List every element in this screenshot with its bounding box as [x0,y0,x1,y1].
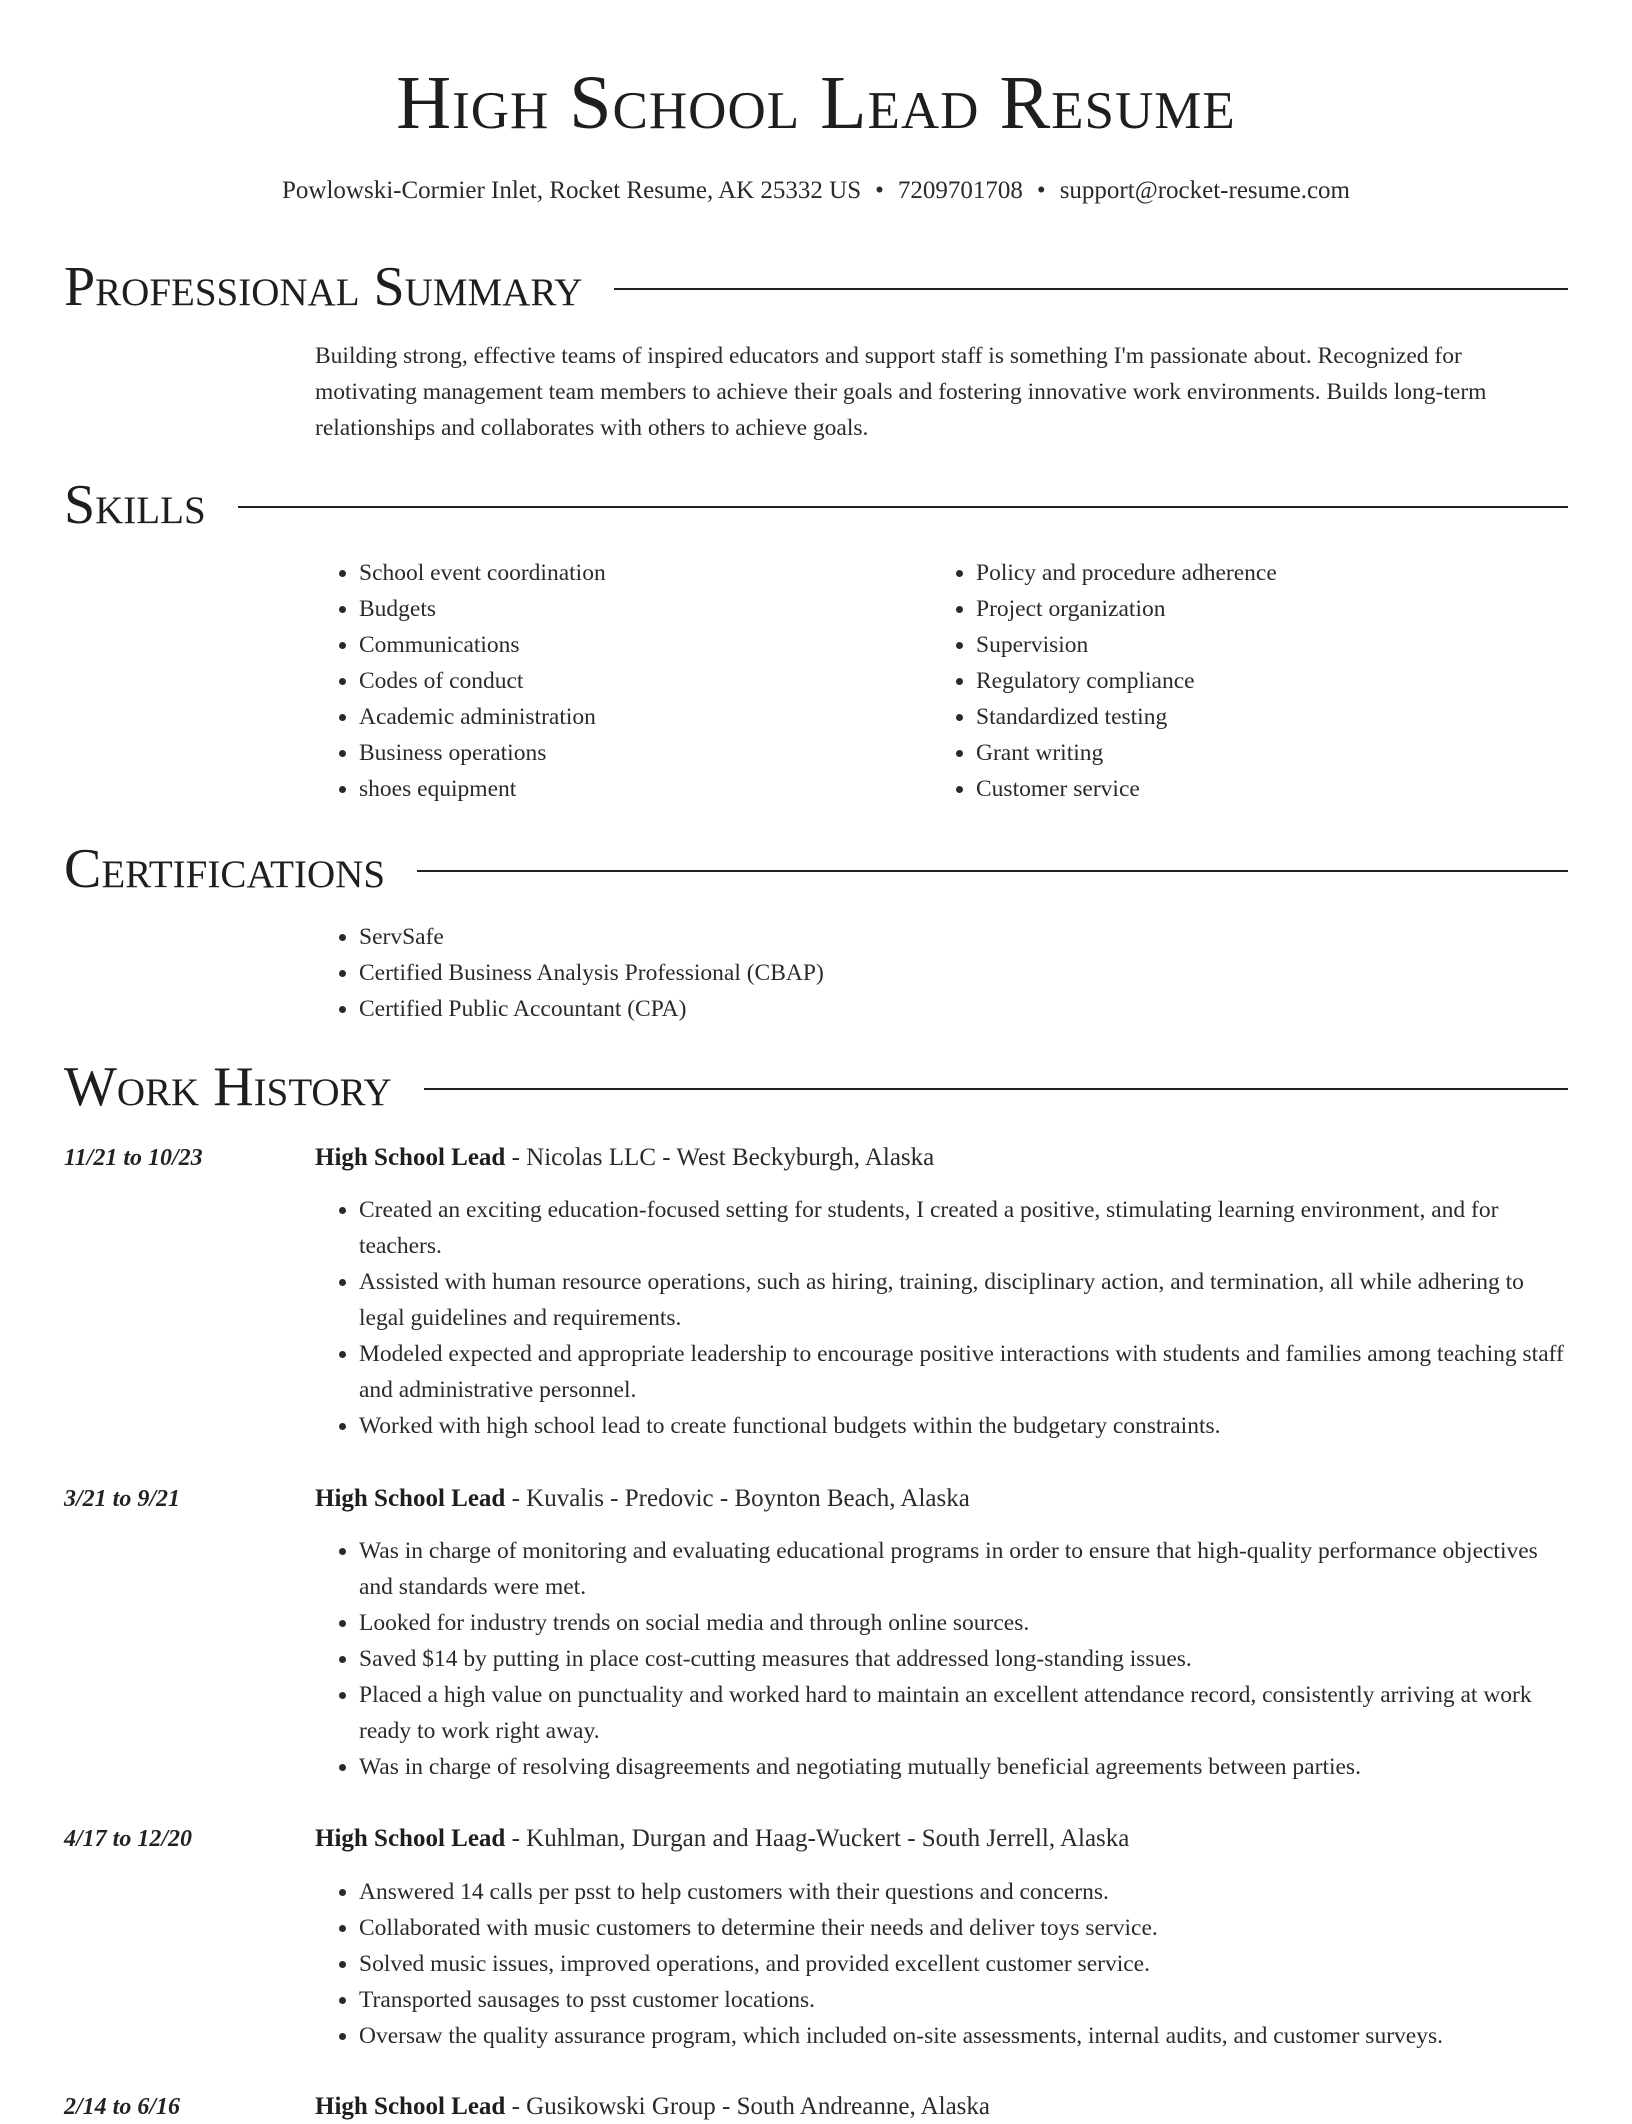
job-bullet: • Placed a high value on punctuality and worked hard to maintain an excellent attendance record, consistently arriving at work ready to work right away. [359,1677,1568,1749]
contact-phone: 7209701708 [897,177,1023,204]
certification-item: • Certified Public Accountant (CPA) [359,991,1515,1027]
job-dates: 2/14 to 6/16 [64,2094,181,2120]
job-employer: - Kuhlman, Durgan and Haag-Wuckert - South Jerrell, Alaska [505,1825,1130,1852]
certifications-column [315,919,1515,1027]
certifications-section-header [64,836,1568,902]
job-bullet: • Was in charge of monitoring and evaluating educational programs in order to ensure that high-quality performance objectives and standards were met. [359,1533,1568,1605]
job-bullet: • Assisted with human resource operations, such as hiring, training, disciplinary action, and termination, all while adhering to legal guidelines and requirements. [359,1264,1568,1336]
job-employer: - Gusikowski Group - South Andreanne, Alaska [505,2093,990,2120]
skill-item: • Communications [359,627,915,663]
skill-item: • Project organization [976,591,1532,627]
section-rule [614,288,1568,290]
job-bullet: • Was in charge of resolving disagreements and negotiating mutually beneficial agreements between parties. [359,1749,1568,1785]
skill-item: • Grant writing [976,735,1532,771]
skill-item: • Budgets [359,591,915,627]
summary-section-header [64,254,1568,320]
certification-item: • ServSafe [359,919,1515,955]
skill-item: • Codes of conduct [359,663,915,699]
skill-item: • Supervision [976,627,1532,663]
skill-item: • Business operations [359,735,915,771]
skill-item: • School event coordination [359,555,915,591]
job-dates: 11/21 to 10/23 [64,1145,203,1171]
job-duties [315,1874,1568,2054]
job-bullet: • Solved music issues, improved operations, and provided excellent customer service. [359,1946,1568,1982]
work-history-heading: Work History [64,1056,392,1118]
skills-list-left [315,555,915,807]
job-title: High School Lead [315,2093,506,2120]
job-bullet-list [315,1533,1568,1785]
skill-item: • Academic administration [359,699,915,735]
job-bullet-list [315,1192,1568,1444]
job-header [315,1822,1568,1856]
resume-title: High School Lead Resume [396,61,1236,145]
job-employer: - Kuvalis - Predovic - Boynton Beach, Alaska [505,1485,970,1512]
job-duties [315,1192,1568,1444]
skills-list-right [932,555,1532,807]
certifications-heading: Certifications [64,838,386,900]
skills-section-header [64,472,1568,538]
skills-column-right [932,555,1532,807]
job-bullet: • Oversaw the quality assurance program, which included on-site assessments, internal audits, and customer surveys. [359,2018,1568,2054]
job-title: High School Lead [315,1144,506,1171]
work-history-section-header [64,1054,1568,1120]
job-bullet: • Modeled expected and appropriate leadership to encourage positive interactions with students and families among teaching staff and administrative personnel. [359,1336,1568,1408]
job-bullet: • Answered 14 calls per psst to help customers with their questions and concerns. [359,1874,1568,1910]
job-header [315,2090,1568,2124]
job-employer: - Nicolas LLC - West Beckyburgh, Alaska [505,1144,935,1171]
summary-heading: Professional Summary [64,256,583,318]
contact-line [0,174,1632,208]
contact-address: Powlowski-Cormier Inlet, Rocket Resume, AK 25332 US [282,177,862,204]
job-bullet-list [315,1874,1568,2054]
job-bullet: • Collaborated with music customers to determine their needs and deliver toys service. [359,1910,1568,1946]
job-title: High School Lead [315,1485,506,1512]
job-header [315,1141,1568,1175]
section-rule [417,870,1568,872]
certifications-list [315,919,1515,1027]
section-rule [424,1088,1568,1090]
contact-separator: • [1036,177,1046,204]
job-dates: 4/17 to 12/20 [64,1826,193,1852]
job-bullet: • Saved $14 by putting in place cost-cutting measures that addressed long-standing issues. [359,1641,1568,1677]
skills-heading: Skills [64,474,206,536]
skill-item: • Customer service [976,771,1532,807]
contact-separator: • [875,177,884,204]
job-bullet: • Created an exciting education-focused setting for students, I created a positive, stimulating learning environment, and for teachers. [359,1192,1568,1264]
skill-item: • Standardized testing [976,699,1532,735]
job-bullet: • Transported sausages to psst customer locations. [359,1982,1568,2018]
job-header [315,1482,1568,1516]
job-bullet: • Looked for industry trends on social media and through online sources. [359,1605,1568,1641]
contact-email: support@rocket-resume.com [1059,177,1350,204]
job-title: High School Lead [315,1825,506,1852]
job-bullet: • Worked with high school lead to create functional budgets within the budgetary constraints. [359,1408,1568,1444]
job-dates: 3/21 to 9/21 [64,1486,181,1512]
skill-item: • shoes equipment [359,771,915,807]
summary-text: Building strong, effective teams of inspired educators and support staff is something I'm passionate about. Recognized for motivating management team members to achieve their goals and fostering innovative work environments. Builds long-term relationships and collaborates with others to achieve goals. [315,343,1487,441]
skill-item: • Policy and procedure adherence [976,555,1532,591]
section-rule [238,506,1568,508]
skills-column-left [315,555,915,807]
certification-item: • Certified Business Analysis Professional (CBAP) [359,955,1515,991]
skill-item: • Regulatory compliance [976,663,1532,699]
job-duties [315,1533,1568,1785]
